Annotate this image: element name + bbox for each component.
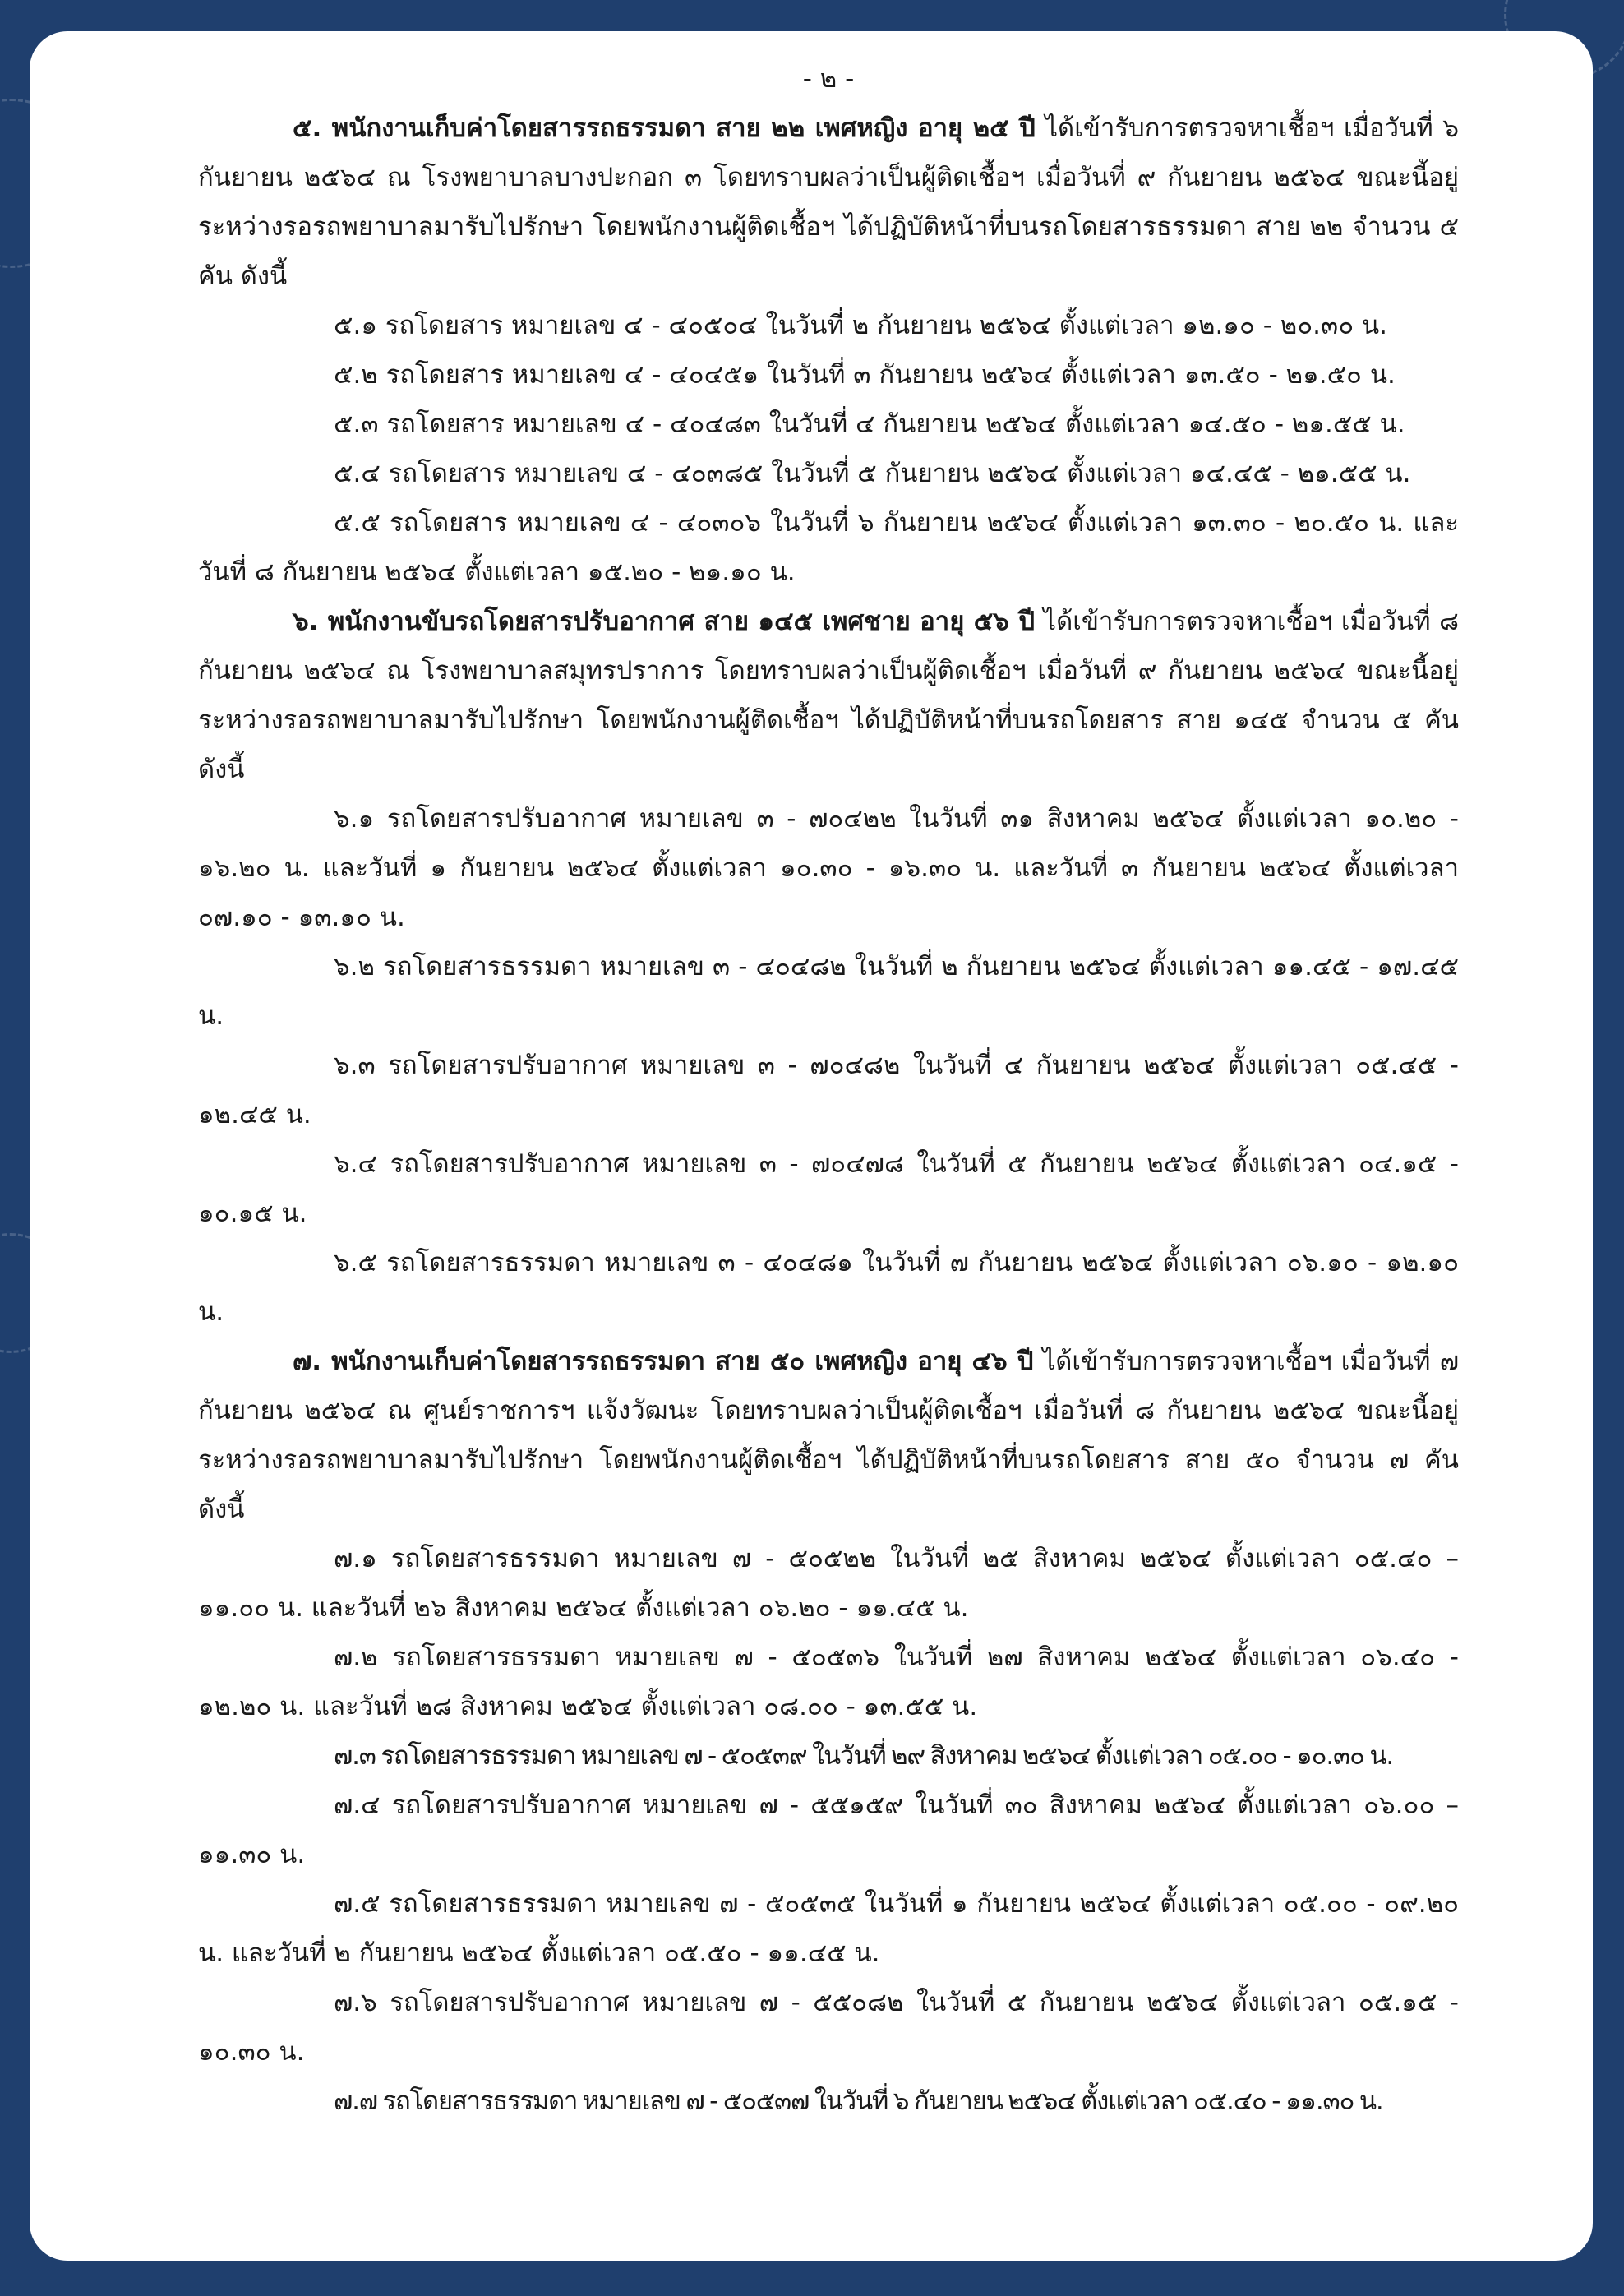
list-item: ๕.๒ รถโดยสาร หมายเลข ๔ - ๔๐๔๕๑ ในวันที่ ๓ กันยายน ๒๕๖๔ ตั้งแต่เวลา ๑๓.๕๐ - ๒๑.๕๐ น. [334, 360, 1396, 390]
list-item: ๖.๒ รถโดยสารธรรมดา หมายเลข ๓ - ๔๐๔๘๒ ในวันที่ ๒ กันยายน ๒๕๖๔ ตั้งแต่เวลา ๑๑.๔๕ - ๑๗.๔๕ น. [198, 952, 1459, 1031]
list-item: ๖.๔ รถโดยสารปรับอากาศ หมายเลข ๓ - ๗๐๔๗๘ ในวันที่ ๕ กันยายน ๒๕๖๔ ตั้งแต่เวลา ๐๔.๑๕ - ๑๐.๑๕ น. [198, 1149, 1459, 1228]
list-item: ๕.๕ รถโดยสาร หมายเลข ๔ - ๔๐๓๐๖ ในวันที่ ๖ กันยายน ๒๕๖๔ ตั้งแต่เวลา ๑๓.๓๐ - ๒๐.๕๐ น. และวันที่ ๘ กันยายน ๒๕๖๔ ตั้งแต่เวลา ๑๕.๒๐ - ๒๑.๑๐ น. [198, 508, 1459, 587]
list-item: ๗.๕ รถโดยสารธรรมดา หมายเลข ๗ - ๕๐๕๓๕ ในวันที่ ๑ กันยายน ๒๕๖๔ ตั้งแต่เวลา ๐๕.๐๐ - ๐๙.๒๐ น. และวันที่ ๒ กันยายน ๒๕๖๔ ตั้งแต่เวลา ๐๕.๕๐ - ๑๑.๔๕ น. [198, 1889, 1459, 1968]
list-item: ๖.๕ รถโดยสารธรรมดา หมายเลข ๓ - ๔๐๔๘๑ ในวันที่ ๗ กันยายน ๒๕๖๔ ตั้งแต่เวลา ๐๖.๑๐ - ๑๒.๑๐ น. [198, 1248, 1459, 1327]
document-content [198, 54, 1459, 2126]
section-5-paragraph [198, 104, 1459, 301]
list-item: ๗.๓ รถโดยสารธรรมดา หมายเลข ๗ - ๕๐๕๓๙ ในวันที่ ๒๙ สิงหาคม ๒๕๖๔ ตั้งแต่เวลา ๐๕.๐๐ - ๑๐.๓๐ น. [334, 1741, 1393, 1771]
document-page [30, 31, 1593, 2261]
list-item: ๗.๗ รถโดยสารธรรมดา หมายเลข ๗ - ๕๐๕๓๗ ในวันที่ ๖ กันยายน ๒๕๖๔ ตั้งแต่เวลา ๐๕.๔๐ - ๑๑.๓๐ น. [334, 2086, 1383, 2116]
list-item: ๗.๖ รถโดยสารปรับอากาศ หมายเลข ๗ - ๕๕๐๘๒ ในวันที่ ๕ กันยายน ๒๕๖๔ ตั้งแต่เวลา ๐๕.๑๕ - ๑๐.๓๐ น. [198, 1988, 1459, 2067]
section-7-heading: ๗. พนักงานเก็บค่าโดยสารรถธรรมดา สาย ๕๐ เพศหญิง อายุ ๔๖ ปี [293, 1347, 1034, 1376]
section-5-body: ได้เข้ารับการตรวจหาเชื้อฯ เมื่อวันที่ ๖ กันยายน ๒๕๖๔ ณ โรงพยาบาลบางปะกอก ๓ โดยทราบผลว่าเป็นผู้ติดเชื้อฯ เมื่อวันที่ ๙ กันยายน ๒๕๖๔ ขณะนี้อยู่ระหว่างรอรถพยาบาลมารับไปรักษา โดยพนักงานผู้ติดเชื้อฯ ได้ปฏิบัติหน้าที่บนรถโดยสารธรรมดา สาย ๒๒ จำนวน ๕ คัน ดังนี้ [198, 113, 1459, 291]
section-6-paragraph [198, 597, 1459, 794]
section-6-heading: ๖. พนักงานขับรถโดยสารปรับอากาศ สาย ๑๔๕ เพศชาย อายุ ๕๖ ปี [293, 607, 1036, 636]
section-7-paragraph [198, 1337, 1459, 1534]
list-item: ๕.๑ รถโดยสาร หมายเลข ๔ - ๔๐๕๐๔ ในวันที่ ๒ กันยายน ๒๕๖๔ ตั้งแต่เวลา ๑๒.๑๐ - ๒๐.๓๐ น. [334, 311, 1388, 340]
section-6-body: ได้เข้ารับการตรวจหาเชื้อฯ เมื่อวันที่ ๘ กันยายน ๒๕๖๔ ณ โรงพยาบาลสมุทรปราการ โดยทราบผลว่าเป็นผู้ติดเชื้อฯ เมื่อวันที่ ๙ กันยายน ๒๕๖๔ ขณะนี้อยู่ระหว่างรอรถพยาบาลมารับไปรักษา โดยพนักงานผู้ติดเชื้อฯ ได้ปฏิบัติหน้าที่บนรถโดยสาร สาย ๑๔๕ จำนวน ๕ คัน ดังนี้ [198, 607, 1459, 784]
list-item: ๗.๒ รถโดยสารธรรมดา หมายเลข ๗ - ๕๐๕๓๖ ในวันที่ ๒๗ สิงหาคม ๒๕๖๔ ตั้งแต่เวลา ๐๖.๔๐ - ๑๒.๒๐ น. และวันที่ ๒๘ สิงหาคม ๒๕๖๔ ตั้งแต่เวลา ๐๘.๐๐ - ๑๓.๕๕ น. [198, 1642, 1459, 1721]
list-item: ๖.๓ รถโดยสารปรับอากาศ หมายเลข ๓ - ๗๐๔๘๒ ในวันที่ ๔ กันยายน ๒๕๖๔ ตั้งแต่เวลา ๐๕.๔๕ - ๑๒.๔๕ น. [198, 1051, 1459, 1130]
page-number: - ๒ - [802, 64, 855, 94]
list-item: ๗.๑ รถโดยสารธรรมดา หมายเลข ๗ - ๕๐๕๒๒ ในวันที่ ๒๕ สิงหาคม ๒๕๖๔ ตั้งแต่เวลา ๐๕.๔๐ – ๑๑.๐๐ น. และวันที่ ๒๖ สิงหาคม ๒๕๖๔ ตั้งแต่เวลา ๐๖.๒๐ - ๑๑.๔๕ น. [198, 1544, 1459, 1623]
list-item: ๗.๔ รถโดยสารปรับอากาศ หมายเลข ๗ - ๕๕๑๕๙ ในวันที่ ๓๐ สิงหาคม ๒๕๖๔ ตั้งแต่เวลา ๐๖.๐๐ – ๑๑.๓๐ น. [198, 1790, 1459, 1869]
section-5-heading: ๕. พนักงานเก็บค่าโดยสารรถธรรมดา สาย ๒๒ เพศหญิง อายุ ๒๕ ปี [293, 113, 1036, 143]
list-item: ๖.๑ รถโดยสารปรับอากาศ หมายเลข ๓ - ๗๐๔๒๒ ในวันที่ ๓๑ สิงหาคม ๒๕๖๔ ตั้งแต่เวลา ๑๐.๒๐ - ๑๖.๒๐ น. และวันที่ ๑ กันยายน ๒๕๖๔ ตั้งแต่เวลา ๑๐.๓๐ - ๑๖.๓๐ น. และวันที่ ๓ กันยายน ๒๕๖๔ ตั้งแต่เวลา ๐๗.๑๐ - ๑๓.๑๐ น. [198, 804, 1459, 932]
list-item: ๕.๔ รถโดยสาร หมายเลข ๔ - ๔๐๓๘๕ ในวันที่ ๕ กันยายน ๒๕๖๔ ตั้งแต่เวลา ๑๔.๔๕ - ๒๑.๕๕ น. [334, 459, 1411, 488]
section-7-body: ได้เข้ารับการตรวจหาเชื้อฯ เมื่อวันที่ ๗ กันยายน ๒๕๖๔ ณ ศูนย์ราชการฯ แจ้งวัฒนะ โดยทราบผลว่าเป็นผู้ติดเชื้อฯ เมื่อวันที่ ๘ กันยายน ๒๕๖๔ ขณะนี้อยู่ระหว่างรอรถพยาบาลมารับไปรักษา โดยพนักงานผู้ติดเชื้อฯ ได้ปฏิบัติหน้าที่บนรถโดยสาร สาย ๕๐ จำนวน ๗ คัน ดังนี้ [198, 1347, 1459, 1524]
list-item: ๕.๓ รถโดยสาร หมายเลข ๔ - ๔๐๔๘๓ ในวันที่ ๔ กันยายน ๒๕๖๔ ตั้งแต่เวลา ๑๔.๕๐ - ๒๑.๕๕ น. [334, 409, 1405, 439]
